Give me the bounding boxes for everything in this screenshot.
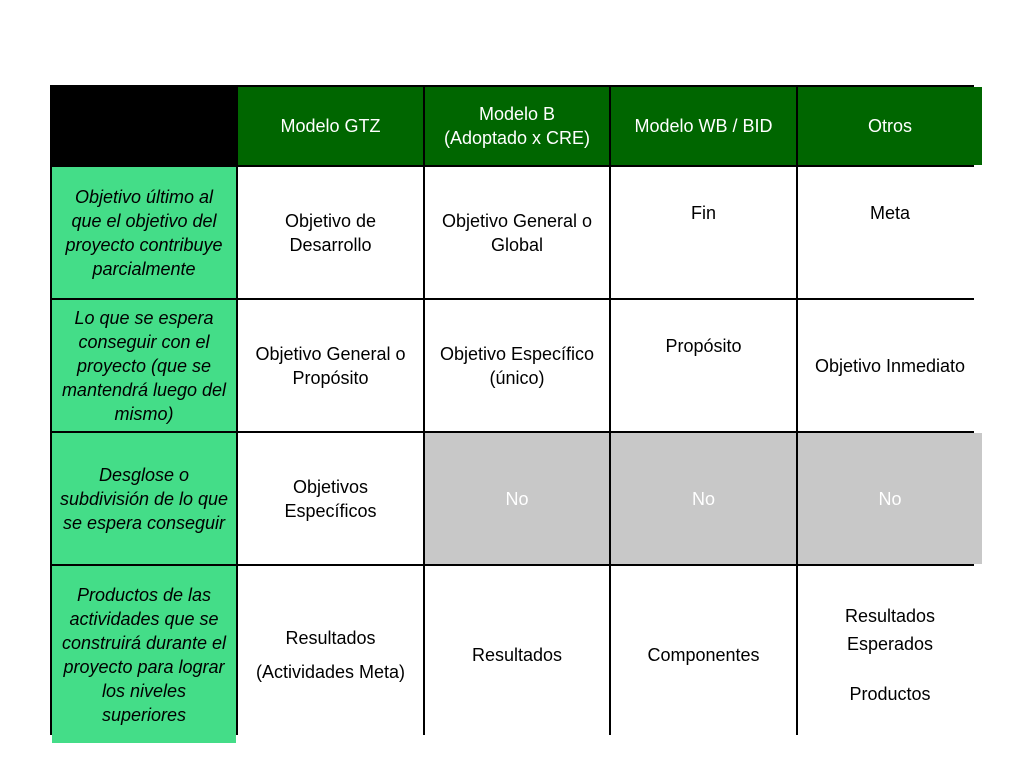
row-header-objetivo-ultimo bbox=[52, 167, 236, 298]
table-cell-na bbox=[611, 433, 796, 564]
cell-text: Resultados bbox=[471, 644, 563, 665]
table-cell bbox=[798, 300, 982, 431]
table-cell bbox=[611, 566, 796, 743]
row-header-desglose bbox=[52, 433, 236, 564]
cell-text: Objetivo General o Propósito bbox=[255, 343, 406, 388]
table-cell bbox=[425, 566, 609, 743]
cell-stack bbox=[845, 604, 935, 706]
row-label: Productos de las actividades que se construirá durante el proyecto para lograr los niveles superiores bbox=[61, 584, 227, 725]
header-modelo-gtz bbox=[238, 87, 423, 165]
table-cell bbox=[238, 300, 423, 431]
cell-text: (Actividades Meta) bbox=[255, 661, 406, 682]
row-header-lo-que-se-espera bbox=[52, 300, 236, 431]
cell-text: Resultados bbox=[844, 605, 936, 626]
cell-text: Meta bbox=[869, 203, 911, 223]
row-label: Objetivo último al que el objetivo del proyecto contribuye parcialmente bbox=[65, 186, 223, 279]
cell-text: Esperados bbox=[846, 633, 934, 654]
cell-text: Componentes bbox=[647, 644, 760, 665]
header-otros bbox=[798, 87, 982, 165]
table-cell bbox=[238, 566, 423, 743]
table-cell bbox=[798, 167, 982, 298]
cell-text: Objetivo de Desarrollo bbox=[284, 210, 377, 255]
table-cell bbox=[238, 167, 423, 298]
header-modelo-wb-bid bbox=[611, 87, 796, 165]
table-cell bbox=[425, 167, 609, 298]
table-cell bbox=[425, 300, 609, 431]
table-cell bbox=[611, 300, 796, 431]
header-modelo-b bbox=[425, 87, 609, 165]
cell-text: Fin bbox=[690, 203, 716, 223]
header-label: Modelo B (Adoptado x CRE) bbox=[443, 104, 591, 148]
row-label: Lo que se espera conseguir con el proyecto (que se mantendrá luego del mismo) bbox=[61, 307, 227, 424]
cell-text: Productos bbox=[849, 683, 931, 704]
cell-text: Objetivos Específicos bbox=[284, 476, 377, 521]
cell-text: No bbox=[878, 488, 902, 509]
table-cell bbox=[611, 167, 796, 298]
table-cell-na bbox=[798, 433, 982, 564]
table-cell bbox=[798, 566, 982, 743]
cell-text: Objetivo General o Global bbox=[441, 210, 593, 255]
row-label: Desglose o subdivisión de lo que se espera conseguir bbox=[59, 464, 229, 533]
comparison-table bbox=[50, 85, 974, 735]
table-cell bbox=[238, 433, 423, 564]
cell-text: Propósito bbox=[665, 336, 742, 356]
table-cell-na bbox=[425, 433, 609, 564]
header-label: Modelo WB / BID bbox=[634, 116, 773, 136]
cell-text: Objetivo Inmediato bbox=[814, 355, 966, 376]
header-label: Modelo GTZ bbox=[280, 116, 381, 136]
cell-stack bbox=[256, 626, 405, 684]
cell-text: Resultados bbox=[285, 627, 376, 648]
row-header-productos bbox=[52, 566, 236, 743]
cell-text: No bbox=[691, 488, 715, 509]
cell-text: Objetivo Específico (único) bbox=[439, 343, 595, 388]
cell-text: No bbox=[505, 488, 529, 509]
header-label: Otros bbox=[867, 116, 912, 136]
table-corner-cell bbox=[52, 87, 236, 165]
